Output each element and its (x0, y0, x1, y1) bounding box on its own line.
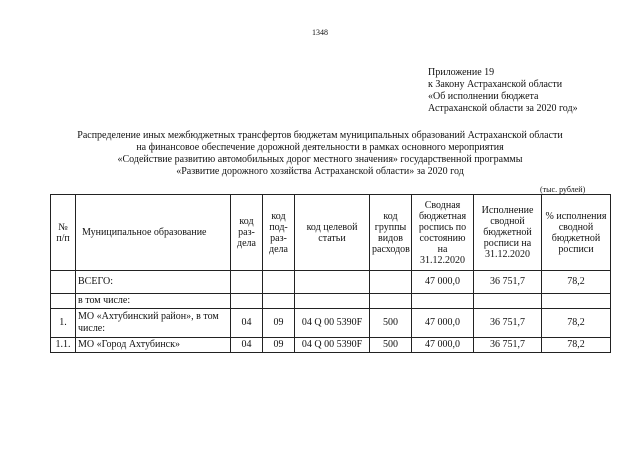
cell-group: 500 (370, 338, 412, 353)
cell-target (295, 294, 370, 309)
cell-name: в том числе: (76, 294, 231, 309)
cell-name: МО «Ахтубинский район», в том числе: (76, 309, 231, 338)
table-row (51, 309, 611, 338)
title-line: «Содействие развитию автомобильных дорог местного значения» государственной программы (117, 154, 523, 165)
table-header-row (51, 195, 611, 271)
cell-section: 04 (231, 309, 263, 338)
header-name: Муниципальное образование (76, 195, 231, 271)
cell-plan: 47 000,0 (412, 271, 474, 294)
header-group: код группы видов расходов (370, 195, 412, 271)
appendix-line: «Об исполнении бюджета (428, 91, 539, 102)
cell-execution: 36 751,7 (474, 338, 542, 353)
header-subsection: код под-раз-дела (263, 195, 295, 271)
cell-target: 04 Q 00 5390F (295, 338, 370, 353)
appendix-header (428, 67, 578, 115)
cell-execution (474, 294, 542, 309)
cell-plan (412, 294, 474, 309)
title-line: Распределение иных межбюджетных трансфертов бюджетам муниципальных образований Астраханской области (77, 130, 563, 141)
header-execution: Исполнение сводной бюджетной росписи на 31.12.2020 (474, 195, 542, 271)
cell-subsection: 09 (263, 338, 295, 353)
cell-group (370, 294, 412, 309)
cell-name: МО «Город Ахтубинск» (76, 338, 231, 353)
cell-plan: 47 000,0 (412, 309, 474, 338)
page-number: 1348 (312, 28, 328, 37)
units-label: (тыс. рублей) (540, 185, 586, 194)
title-line: «Развитие дорожного хозяйства Астраханской области» за 2020 год (176, 166, 464, 177)
cell-percent (542, 294, 611, 309)
cell-execution: 36 751,7 (474, 271, 542, 294)
header-section: код раз-дела (231, 195, 263, 271)
cell-subsection (263, 294, 295, 309)
cell-section (231, 271, 263, 294)
table-row (51, 271, 611, 294)
cell-subsection: 09 (263, 309, 295, 338)
header-percent: % исполнения сводной бюджетной росписи (542, 195, 611, 271)
cell-group: 500 (370, 309, 412, 338)
appendix-line: Приложение 19 (428, 67, 495, 78)
cell-plan: 47 000,0 (412, 338, 474, 353)
cell-num (51, 271, 76, 294)
cell-percent: 78,2 (542, 338, 611, 353)
document-title (40, 130, 600, 178)
cell-target: 04 Q 00 5390F (295, 309, 370, 338)
header-plan: Сводная бюджетная роспись по состоянию на 31.12.2020 (412, 195, 474, 271)
header-target: код целевой статьи (295, 195, 370, 271)
table-row (51, 294, 611, 309)
title-line: на финансовое обеспечение дорожной деятельности в рамках основного мероприятия (136, 142, 504, 153)
cell-percent: 78,2 (542, 309, 611, 338)
cell-section: 04 (231, 338, 263, 353)
header-num: № п/п (51, 195, 76, 271)
cell-num: 1. (51, 309, 76, 338)
transfers-table (50, 194, 611, 353)
cell-percent: 78,2 (542, 271, 611, 294)
cell-target (295, 271, 370, 294)
cell-name: ВСЕГО: (76, 271, 231, 294)
appendix-line: Астраханской области за 2020 год» (428, 103, 578, 114)
cell-execution: 36 751,7 (474, 309, 542, 338)
cell-group (370, 271, 412, 294)
cell-num: 1.1. (51, 338, 76, 353)
table-row (51, 338, 611, 353)
cell-num (51, 294, 76, 309)
cell-subsection (263, 271, 295, 294)
cell-section (231, 294, 263, 309)
appendix-line: к Закону Астраханской области (428, 79, 563, 90)
